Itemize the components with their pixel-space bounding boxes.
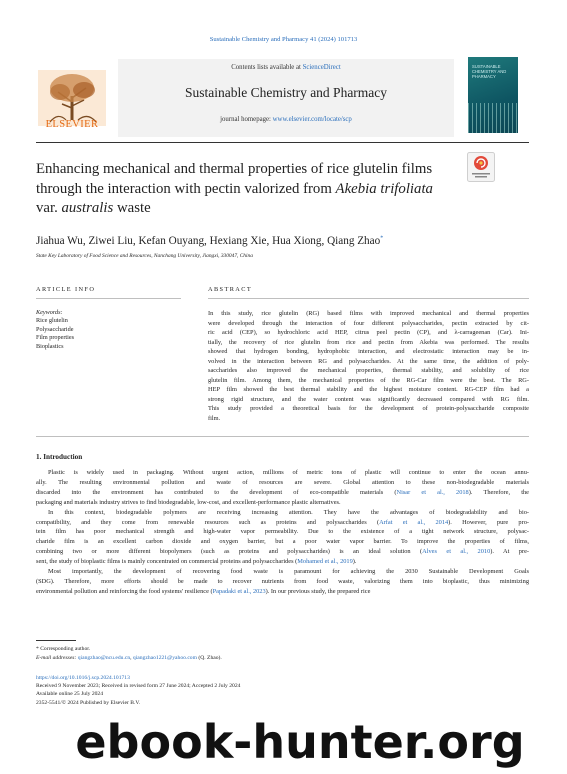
intro-line-text: ). However, pure pro- xyxy=(448,518,529,526)
article-info-rule xyxy=(36,298,181,299)
title-line-2-text: through the interaction with pectin valorized from xyxy=(36,180,336,197)
intro-line-text: ally. The resulting environmental pollution and waste of resources are severe. Global attention to these non-biodegradable materials xyxy=(36,478,529,486)
email-link-1[interactable]: qiangzhao@ncu.edu.cn xyxy=(77,655,131,661)
abstract-line: tially, the recovery of rice glutelin from rice and pectin from Akebia was performed. The results xyxy=(208,338,529,346)
article-title xyxy=(36,160,461,219)
intro-line-text: Plastic is widely used in packaging. Without urgent action, millions of metric tons of plastic will continue to enter the ocean annu- xyxy=(48,469,529,476)
citation-link[interactable]: Nisar et al., 2018 xyxy=(396,488,469,496)
abstract-bottom-rule xyxy=(36,436,529,437)
intro-line-text: ). In our previous study, the prepared rice xyxy=(265,587,371,595)
keyword: Bioplastics xyxy=(36,342,64,350)
abstract-line: saccharides also improved the mechanical properties, thermal stability, and solubility of rice xyxy=(208,367,529,374)
abstract-line: glutelin film. Among them, the mechanical properties of the RG-Car film were the best. The RG- xyxy=(208,376,529,384)
authors-text: Jiahua Wu, Ziwei Liu, Kefan Ouyang, Hexiang Xie, Hua Xiong, Qiang Zhao xyxy=(36,235,381,247)
intro-line xyxy=(36,468,529,478)
intro-line-text: packaging and materials industry strives to find biodegradable, low-cost, and excellent-performance plastic alternatives. xyxy=(36,498,341,506)
email-suffix: (Q. Zhao). xyxy=(196,655,222,661)
introduction-text xyxy=(36,468,529,597)
introduction-heading: 1. Introduction xyxy=(36,453,83,461)
intro-line xyxy=(36,488,529,498)
abstract-line: HEP film showed the best thermal stability and the highest moisture content. RG-CEP film had a xyxy=(208,386,529,393)
title-line-3 xyxy=(36,199,461,219)
abstract-line: In this study, rice glutelin (RG) based films with improved mechanical and thermal properties xyxy=(208,310,529,317)
journal-cover-thumbnail xyxy=(468,57,518,133)
journal-info-box xyxy=(118,59,454,137)
keyword: Rice glutelin xyxy=(36,317,68,325)
homepage-prefix: journal homepage: xyxy=(220,116,271,123)
keyword: Polysaccharide xyxy=(36,325,74,333)
intro-line xyxy=(36,577,529,587)
intro-line xyxy=(36,508,529,518)
intro-line xyxy=(36,567,529,577)
intro-line xyxy=(36,498,529,508)
homepage-line xyxy=(118,116,454,123)
author-list xyxy=(36,235,383,247)
intro-line-text: combining two or more different biopolymers (such as proteins and polysaccharides) is an ideal solution ( xyxy=(36,548,423,556)
watermark-text: ebook-hunter.org xyxy=(75,715,525,769)
email-label: E-mail addresses: xyxy=(36,655,77,661)
issn-copyright: 2352-5541/© 2024 Published by Elsevier B.V. xyxy=(36,699,141,706)
contents-line xyxy=(118,64,454,71)
keywords-label: Keywords: xyxy=(36,309,63,316)
intro-line-text: Most importantly, the development of recovering food waste is paramount for achieving the 2030 Sustainable Development Goals xyxy=(48,568,529,576)
intro-line-text: compatibility, and they come from renewable resources such as proteins and polysaccharides ( xyxy=(36,518,380,526)
publication-info xyxy=(36,674,240,707)
check-for-updates-icon[interactable] xyxy=(467,152,495,182)
citation-link[interactable]: Mohamed et al., 2019 xyxy=(297,558,353,566)
journal-reference[interactable]: Sustainable Chemistry and Pharmacy 41 (2024) 101713 xyxy=(209,36,358,43)
keywords-block xyxy=(36,309,176,351)
intro-line-text: environmental pollution and reinforcing the food systems' resilience ( xyxy=(36,587,213,595)
title-line-1: Enhancing mechanical and thermal properties of rice glutelin films xyxy=(36,161,433,177)
intro-line-text: (SDG). Therefore, more efforts should be made to recover nutrients from food waste, valorizing them into bioplastic, thus minimizing xyxy=(36,577,529,585)
citation-link[interactable]: Arfat et al., 2014 xyxy=(379,518,449,526)
online-date: Available online 25 July 2024 xyxy=(36,691,104,698)
title-variety-name: australis xyxy=(61,200,114,216)
elsevier-wordmark: ELSEVIER xyxy=(45,119,99,130)
abstract-rule xyxy=(208,298,529,299)
email-separator: , xyxy=(130,655,133,661)
masthead-divider xyxy=(36,142,529,143)
intro-line-text: In this context, biodegradable polymers are receiving increasing attention. They have the advantages of biodegradability and bio- xyxy=(48,508,529,516)
corresponding-author-note: * Corresponding author. xyxy=(36,646,91,652)
intro-line xyxy=(36,537,529,547)
intro-line-text: ). At pre- xyxy=(490,548,530,556)
abstract-line: strong rigid structure, and the water content was significantly decreased compared with RG film. xyxy=(208,395,529,403)
abstract-text xyxy=(208,309,529,423)
abstract-line: showed that hydrogen bonding, hydrophobic interaction, and electrostatic interaction may be in- xyxy=(208,348,529,355)
intro-line-text: discarded into the environment has contributed to the development of eco-compatible materials ( xyxy=(36,488,397,496)
title-species-name: Akebia trifoliata xyxy=(335,180,433,197)
corresponding-author-mark[interactable]: * xyxy=(380,235,384,242)
title-line-2 xyxy=(36,180,461,200)
intro-line-text: ). Therefore, the xyxy=(468,488,529,496)
intro-line xyxy=(36,587,529,597)
intro-line-text: sent, the study of bioplastic films is mainly concentrated on commercial proteins and polysaccharides ( xyxy=(36,558,298,566)
abstract-line: This study provided a theoretical basis for the development of protein-polysaccharide composite xyxy=(208,405,529,412)
journal-title: Sustainable Chemistry and Pharmacy xyxy=(184,85,388,100)
email-link-2[interactable]: qiangzhao1221@yahoo.com xyxy=(132,655,197,661)
intro-line xyxy=(36,557,529,567)
homepage-link[interactable]: www.elsevier.com/locate/scp xyxy=(272,116,352,123)
article-info-heading: ARTICLE INFO xyxy=(36,286,96,293)
abstract-line: were developed through the interaction of four different polysaccharides, pectin extracted by cit- xyxy=(208,319,529,327)
abstract-heading: ABSTRACT xyxy=(208,286,253,293)
intro-line xyxy=(36,478,529,488)
title-line-3-pre: var. xyxy=(36,200,62,216)
footnotes xyxy=(36,645,222,663)
received-dates: Received 9 November 2023; Received in revised form 27 June 2024; Accepted 2 July 2024 xyxy=(36,683,241,690)
contents-prefix: Contents lists available at xyxy=(231,64,301,71)
citation-link[interactable]: Alves et al., 2010 xyxy=(422,548,491,556)
citation-link[interactable]: Papadaki et al., 2023 xyxy=(212,587,266,595)
abstract-line: volved in the interaction between RG and polysaccharides. At the same time, the addition of poly- xyxy=(208,357,529,365)
intro-line xyxy=(36,518,529,528)
abstract-line: film. xyxy=(208,414,221,422)
watermark xyxy=(0,714,567,770)
intro-line-text: ). xyxy=(352,558,357,566)
intro-line-text: tein film has poor mechanical strength and high-water vapor permeability. Due to the existence of a tight network structure, polysac- xyxy=(36,528,529,536)
abstract-line: ric acid (CEP), so hydrochloric acid HEP, citrus peel pectin (CP), and λ-carrageenan (Car). Ini- xyxy=(208,329,529,336)
doi-link[interactable]: https://doi.org/10.1016/j.scp.2024.101713 xyxy=(36,675,130,681)
footnote-rule xyxy=(36,640,76,641)
intro-line-text: charide film is an excellent carbon dioxide and oxygen barrier, but a poor water vapor barrier. To improve the properties of films, xyxy=(36,538,529,546)
email-line xyxy=(36,654,222,663)
keyword: Film properties xyxy=(36,334,74,342)
intro-line xyxy=(36,527,529,537)
intro-line xyxy=(36,547,529,557)
title-line-3-post: waste xyxy=(113,200,151,216)
masthead xyxy=(36,57,529,139)
affiliation: State Key Laboratory of Food Science and Resources, Nanchang University, Jiangxi, 330047, China xyxy=(36,253,253,259)
cover-pattern xyxy=(468,103,518,133)
cover-title: SUSTAINABLE CHEMISTRY AND PHARMACY xyxy=(472,64,507,79)
sciencedirect-link[interactable]: ScienceDirect xyxy=(302,64,341,71)
